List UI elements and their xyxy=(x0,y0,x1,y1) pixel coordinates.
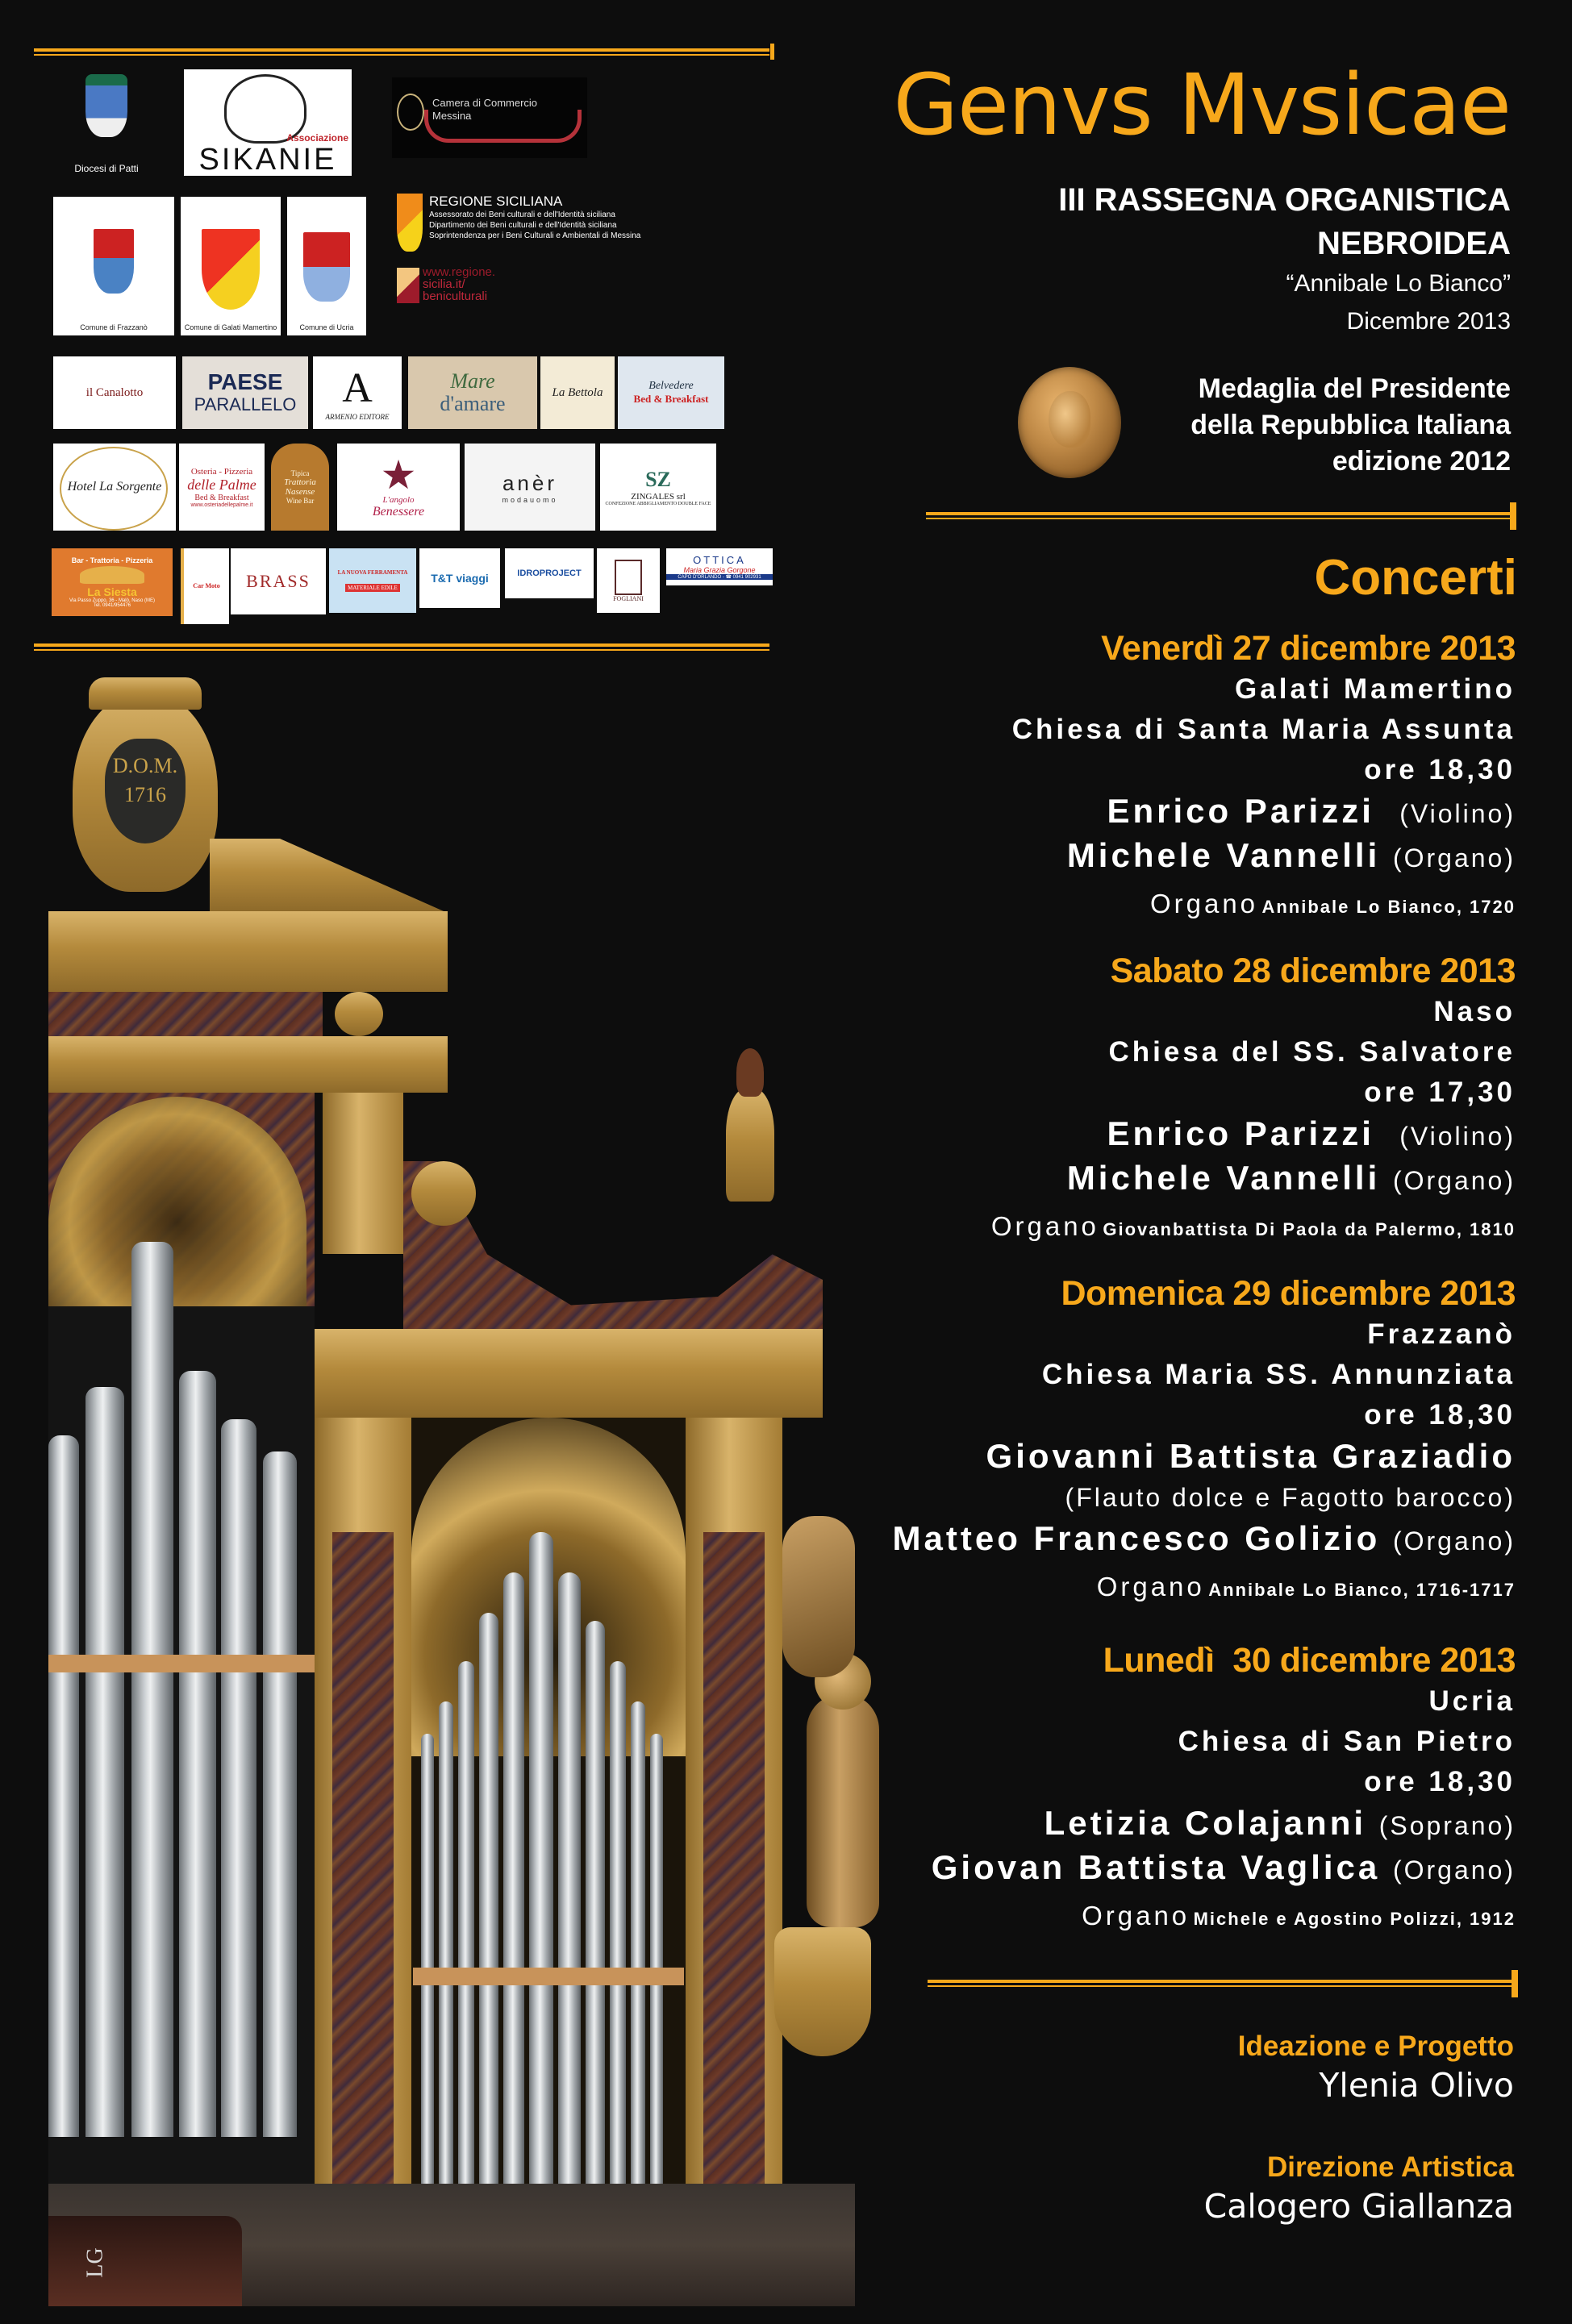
concert-church: Chiesa di San Pietro xyxy=(1178,1726,1516,1757)
performer: Letizia Colajanni (Soprano) xyxy=(1044,1804,1516,1842)
logo-ottica-gorgone: OTTICA Maria Grazia Gorgone CAPO D'ORLANDO - ☎ 0941 902931 xyxy=(666,548,773,585)
logo-regione-beniculturali-web: www.regione. sicilia.it/ beniculturali xyxy=(397,266,558,306)
logo-diocesi-di-patti: Diocesi di Patti xyxy=(58,69,155,174)
scroll-bracket xyxy=(774,1927,871,2056)
concert-date: Lunedì 30 dicembre 2013 xyxy=(1103,1641,1516,1680)
logo-osteria-delle-palme: Osteria - Pizzeria delle Palme Bed & Breakfast www.osteriadellepalme.it xyxy=(179,444,265,531)
beniculturali-flag-icon xyxy=(397,268,419,303)
organ-info: Organo Giovanbattista Di Paola da Palermo, 1810 xyxy=(990,1211,1516,1241)
organ-upper-cornice xyxy=(48,911,448,992)
concert-4 xyxy=(932,1639,1516,1947)
organ-upper-band xyxy=(48,1036,448,1093)
organ-pipe xyxy=(85,1387,124,2137)
concert-town: Galati Mamertino xyxy=(1235,673,1516,705)
organ-info: Organo Annibale Lo Bianco, 1720 xyxy=(1149,889,1516,918)
logo-hotel-la-sorgente: Hotel La Sorgente xyxy=(53,444,176,531)
organ-pipe xyxy=(131,1242,173,2137)
ucria-crest-icon xyxy=(303,232,350,302)
organ-pipe xyxy=(529,1532,553,2185)
organ-pipe xyxy=(458,1661,474,2185)
event-dedication: “Annibale Lo Bianco” xyxy=(1286,270,1511,297)
logo-zingales: SZ ZINGALES srl CONFEZIONE ABBIGLIAMENTO DOUBLE FACE xyxy=(600,444,716,531)
logo-trattoria-nasense: Tipica Trattoria Nasense Wine Bar xyxy=(271,444,329,531)
event-subtitle-line2: NEBROIDEA xyxy=(1316,226,1511,261)
concerts-bottom-rule xyxy=(928,1978,1518,1989)
concert-date: Domenica 29 dicembre 2013 xyxy=(1061,1274,1516,1313)
camera-commercio-monogram-icon xyxy=(397,94,424,131)
organ-photo xyxy=(48,677,952,2306)
organ-pipe xyxy=(439,1701,453,2185)
concert-1 xyxy=(1012,627,1516,935)
organ-info: Organo Michele e Agostino Polizzi, 1912 xyxy=(1082,1901,1516,1930)
logo-comune-frazzano: Comune di Frazzanò xyxy=(53,197,174,335)
organ-upper-frieze xyxy=(48,992,323,1036)
concert-town: Frazzanò xyxy=(1367,1318,1516,1350)
organ-pipe xyxy=(610,1661,626,2185)
organ-pipe xyxy=(650,1734,663,2185)
organ-pipe xyxy=(179,1371,216,2137)
logo-sikanie: Associazione SIKANIE xyxy=(184,69,352,176)
performer: Giovanni Battista Graziadio xyxy=(986,1437,1516,1475)
concert-time: ore 17,30 xyxy=(1364,1077,1516,1108)
logo-brass: BRASS xyxy=(231,548,326,614)
right-pilaster-panel xyxy=(703,1532,765,2201)
logo-car-moto: Car Moto xyxy=(181,548,229,624)
logo-paese-parallelo: PAESE PARALLELO xyxy=(182,356,308,429)
finial-urn-icon xyxy=(726,1089,774,1202)
logo-camera-commercio: Camera di Commercio Messina xyxy=(392,77,587,158)
organ-pipe xyxy=(479,1613,498,2185)
credit-heading-direzione: Direzione Artistica xyxy=(1266,2151,1514,2183)
top-left-rule xyxy=(34,47,774,58)
concert-time: ore 18,30 xyxy=(1364,754,1516,785)
organ-console xyxy=(48,2216,242,2306)
trinacria-shield-icon xyxy=(397,194,423,252)
logo-mare-damare: Mare d'amare xyxy=(408,356,537,429)
garland-ornament xyxy=(782,1516,855,1677)
logo-angolo-benessere: ★ L'angolo Benessere xyxy=(337,444,460,531)
finial-flame-icon xyxy=(736,1048,764,1097)
concert-church: Chiesa di Santa Maria Assunta xyxy=(1011,714,1516,745)
logos-bottom-rule xyxy=(34,642,774,653)
concert-town: Naso xyxy=(1433,996,1516,1027)
organ-pipe xyxy=(586,1621,605,2185)
dom-cartouche: D.O.M. 1716 xyxy=(73,690,218,892)
organ-pipe xyxy=(558,1572,581,2185)
credit-heading-ideazione: Ideazione e Progetto xyxy=(1237,2030,1514,2062)
concert-town: Ucria xyxy=(1428,1685,1516,1717)
cherub-head-icon xyxy=(335,992,383,1036)
event-period: Dicembre 2013 xyxy=(1346,308,1511,335)
diocesi-crest-icon xyxy=(85,74,127,137)
organ-info: Organo Annibale Lo Bianco, 1716-1717 xyxy=(1096,1572,1516,1601)
organ-corbel xyxy=(323,1093,403,1254)
performer: Michele Vannelli (Organo) xyxy=(1066,836,1516,874)
header-divider-rule xyxy=(926,510,1516,522)
logo-la-siesta: Bar - Trattoria - Pizzeria La Siesta Via Passo Zuppo, 36 - Malò, Naso (ME) Tel. 0941/954476 xyxy=(52,548,173,616)
left-pilaster-panel xyxy=(332,1532,394,2201)
organ-lower-cornice xyxy=(266,1329,823,1418)
cherub-statue xyxy=(807,1693,879,1927)
concert-date: Venerdì 27 dicembre 2013 xyxy=(1101,629,1516,668)
sombrero-icon xyxy=(80,566,144,584)
logo-belvedere-bnb: Belvedere Bed & Breakfast xyxy=(618,356,724,429)
crown-icon xyxy=(89,677,202,710)
performer: Giovan Battista Vaglica (Organo) xyxy=(931,1848,1516,1886)
logo-idroproject: IDROPROJECT xyxy=(505,548,594,598)
concert-church: Chiesa Maria SS. Annunziata xyxy=(1041,1359,1516,1390)
credit-name-ideazione: Ylenia Olivo xyxy=(1319,2066,1514,2105)
performer: Enrico Parizzi (Violino) xyxy=(1107,1114,1516,1152)
star-icon: ★ xyxy=(380,452,417,498)
sz-monogram-icon: SZ xyxy=(645,468,671,491)
organ-pipe xyxy=(503,1572,524,2185)
fogliani-monogram-icon xyxy=(615,560,642,595)
event-title: Genvs Mvsicae xyxy=(893,56,1511,154)
concert-3 xyxy=(893,1272,1516,1618)
performer-role: (Flauto dolce e Fagotto barocco) xyxy=(1065,1483,1516,1512)
pipe-rack xyxy=(48,1655,315,1672)
concert-date: Sabato 28 dicembre 2013 xyxy=(1110,952,1516,990)
logo-la-bettola: La Bettola xyxy=(540,356,615,429)
logo-armenio-editore: A ARMENIO EDITORE xyxy=(313,356,402,429)
scroll-ornament xyxy=(411,1161,476,1226)
organ-pipe xyxy=(421,1734,434,2185)
hotel-circle-icon xyxy=(60,447,168,531)
concert-time: ore 18,30 xyxy=(1364,1766,1516,1797)
presidential-medal-icon xyxy=(1018,367,1121,478)
photographer-signature: LG xyxy=(82,2247,108,2278)
logo-aner-modauomo: anèr modauomo xyxy=(465,444,595,531)
logo-comune-ucria: Comune di Ucria xyxy=(287,197,366,335)
performer: Enrico Parizzi (Violino) xyxy=(1107,792,1516,830)
logo-regione-siciliana: REGIONE SICILIANA Assessorato dei Beni culturali e dell'Identità siciliana Dipartimento dei Beni culturali e dell'Identità siciliana Soprintendenza per i Beni Culturali e Ambientali di Messina xyxy=(397,194,760,258)
organ-pipe xyxy=(48,1435,79,2137)
logo-comune-galati-mamertino: Comune di Galati Mamertino xyxy=(181,197,281,335)
award-text: Medaglia del Presidente della Repubblica Italiana edizione 2012 xyxy=(1190,373,1511,477)
concert-time: ore 18,30 xyxy=(1364,1399,1516,1431)
concert-church: Chiesa del SS. Salvatore xyxy=(1108,1036,1516,1068)
logo-tt-viaggi: T&T viaggi xyxy=(419,548,500,608)
performer: Matteo Francesco Golizio (Organo) xyxy=(892,1519,1516,1557)
galati-crest-icon xyxy=(202,229,260,310)
logo-fogliani: FOGLIANI xyxy=(597,548,660,613)
concert-2 xyxy=(991,950,1516,1257)
concerts-heading: Concerti xyxy=(1314,550,1517,606)
organ-pipe xyxy=(263,1451,297,2137)
organ-pipe xyxy=(221,1419,256,2137)
organ-pipe xyxy=(631,1701,645,2185)
logo-nuova-ferramenta: LA NUOVA FERRAMENTA MATERIALE EDILE xyxy=(329,548,416,613)
organ-pediment xyxy=(210,839,444,911)
performer: Michele Vannelli (Organo) xyxy=(1066,1159,1516,1197)
credit-name-direzione: Calogero Giallanza xyxy=(1203,2187,1514,2226)
pipe-rack xyxy=(413,1968,684,1985)
logo-il-canalotto: il Canalotto xyxy=(53,356,176,429)
frazzano-crest-icon xyxy=(94,229,134,294)
event-subtitle-line1: III RASSEGNA ORGANISTICA xyxy=(1058,182,1511,218)
